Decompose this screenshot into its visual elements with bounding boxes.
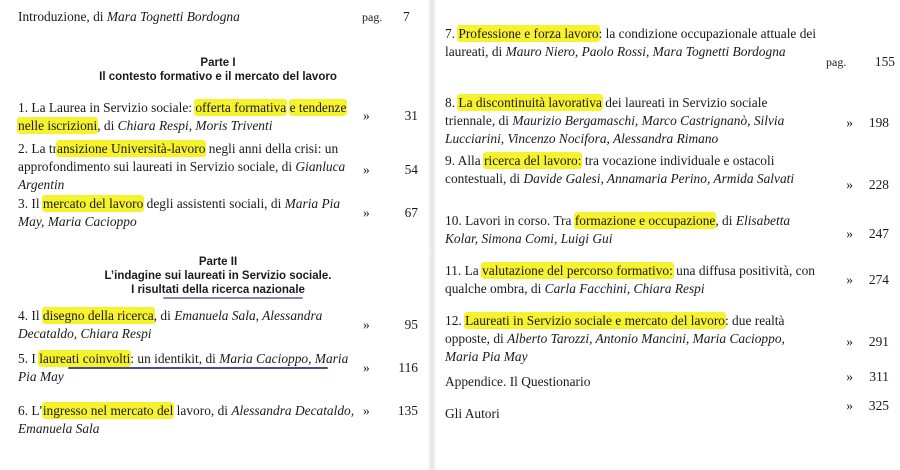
entry-title: 10. Lavori in corso. Tra formazione e occupazione, di Elisabetta Kolar, Simona Comi, Luigi Gui — [445, 213, 791, 246]
page-number: 155 — [874, 54, 895, 69]
page-ref: » 311 — [846, 369, 889, 384]
entry-title: Appendice. Il Questionario — [445, 374, 591, 389]
page-number: 7 — [403, 9, 410, 24]
page-ref: » 325 — [846, 398, 889, 413]
part-2-title-line1: L’indagine sui laureati in Servizio sociale. — [104, 270, 332, 282]
pen-underline — [163, 297, 303, 299]
page-ref: » 116 — [363, 360, 418, 375]
entry-title: 4. Il disegno della ricerca, di Emanuela Sala, Alessandra Decataldo, Chiara Respi — [18, 308, 323, 341]
page-ref: » 135 — [363, 403, 418, 418]
part-2-title-line2: I risultati della ricerca nazionale — [131, 284, 305, 296]
page-ref: » 67 — [363, 205, 418, 220]
entry-title: 12. Laureati in Servizio sociale e mercato del lavoro: due realtà opposte, di Alberto Tarozzi, Antonio Mancini, Maria Cacioppo, Maria Pia May — [445, 313, 785, 364]
entry-title: 9. Alla ricerca del lavoro: tra vocazione individuale e ostacoli contestuali, di Davide Galesi, Annamaria Perino, Armida Salvati — [445, 153, 795, 186]
part-1-title: Il contesto formativo e il mercato del lavoro — [99, 71, 337, 83]
page-ref: » 95 — [363, 317, 418, 332]
pag-label: pag. — [362, 10, 383, 24]
pen-underline — [68, 367, 328, 369]
entry-title: 6. L’ingresso nel mercato del lavoro, di Alessandra Decataldo, Emanuela Sala — [18, 403, 355, 436]
page-ref: » 54 — [363, 162, 418, 177]
entry-title: 7. Professione e forza lavoro: la condizione occupazionale attuale dei laureati, di Mauro Niero, Paolo Rossi, Mara Tognetti Bordogna — [445, 26, 817, 59]
page-ref: » 247 — [846, 226, 889, 241]
entry-title: 2. La transizione Università-lavoro negli anni della crisi: un approfondimento sui laureati in Servizio sociale, di Gianluca Argentin — [18, 141, 346, 192]
page-ref: » 228 — [846, 177, 889, 192]
entry-title: 8. La discontinuità lavorativa dei laureati in Servizio sociale triennale, di Maurizio Bergamaschi, Marco Castrignanò, Silvia Lucciarini, Vincenzo Nocifora, Alessandra Rimano — [445, 95, 785, 146]
pag-label: pag. — [826, 55, 847, 69]
part-2-label: Parte II — [198, 256, 238, 268]
entry-title: 3. Il mercato del lavoro degli assistenti sociali, di Maria Pia May, Maria Cacioppo — [18, 196, 341, 229]
entry-title: 11. La valutazione del percorso formativo: una diffusa positività, con qualche ombra, di Carla Facchini, Chiara Respi — [445, 263, 816, 296]
part-1-label: Parte I — [200, 57, 236, 69]
entry-title: 5. I laureati coinvolti: un identikit, di Maria Cacioppo, Maria Pia May — [18, 351, 349, 384]
entry-title: Introduzione, di Mara Tognetti Bordogna — [18, 9, 240, 24]
page-ref: » 274 — [846, 272, 889, 287]
book-gutter — [428, 0, 436, 470]
page-ref: » 291 — [846, 334, 889, 349]
entry-title: 1. La Laurea in Servizio sociale: offerta formativa e tendenze nelle iscrizioni, di Chiara Respi, Moris Triventi — [18, 100, 347, 133]
entry-title: Gli Autori — [445, 406, 500, 421]
page-ref: » 198 — [846, 115, 889, 130]
page-ref: » 31 — [363, 108, 418, 123]
